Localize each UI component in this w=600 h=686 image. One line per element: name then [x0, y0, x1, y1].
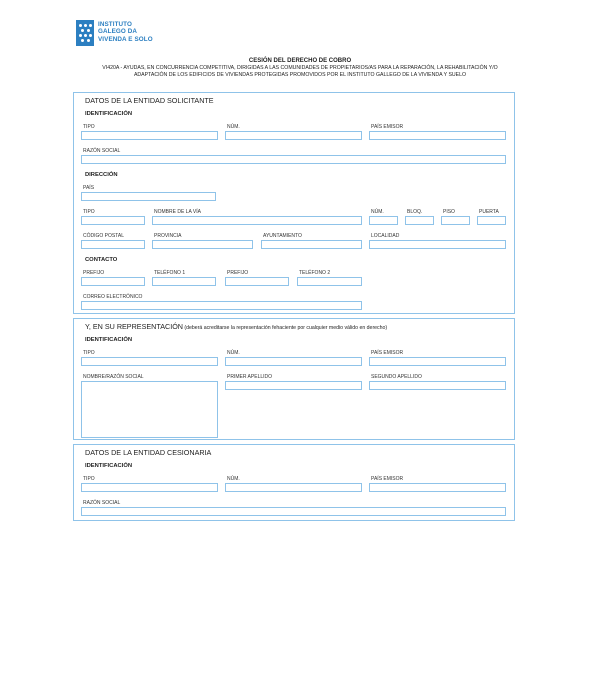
section-title — [85, 322, 387, 331]
subtitle-line-2: ADAPTACIÓN DE LOS EDIFICIOS DE VIVIENDAS PROTEGIDAS PROMOVIDOS POR EL INSTITUTO GALLEGO DE LA VIVIENDA Y SUELO — [133, 72, 467, 78]
nombre-via-field[interactable] — [152, 216, 362, 225]
nombre-label: NOMBRE/RAZÓN SOCIAL — [83, 374, 144, 380]
section-representacion — [73, 318, 515, 440]
prefijo-1-field[interactable] — [81, 277, 145, 286]
pais-label: PAÍS — [83, 185, 95, 191]
num-field[interactable] — [225, 357, 362, 366]
contacto-heading: CONTACTO — [85, 257, 118, 263]
via-tipo-field[interactable] — [81, 216, 145, 225]
num-label: NÚM. — [227, 350, 240, 356]
primer-apellido-field[interactable] — [225, 381, 362, 390]
ayuntamiento-field[interactable] — [261, 240, 362, 249]
razon-social-label: RAZÓN SOCIAL — [83, 148, 121, 154]
identificacion-heading: IDENTIFICACIÓN — [85, 463, 133, 469]
primer-apellido-label: PRIMER APELLIDO — [227, 374, 273, 380]
num-field[interactable] — [225, 131, 362, 140]
telefono-2-label: TELÉFONO 2 — [299, 270, 331, 276]
correo-label: CORREO ELECTRÓNICO — [83, 294, 143, 300]
razon-social-field[interactable] — [81, 507, 506, 516]
xunta-emblem-icon — [76, 20, 94, 46]
section-title: DATOS DE LA ENTIDAD CESIONARIA — [85, 448, 212, 457]
nombre-field[interactable] — [81, 381, 218, 438]
segundo-apellido-label: SEGUNDO APELLIDO — [371, 374, 422, 380]
codigo-postal-field[interactable] — [81, 240, 145, 249]
prefijo-2-field[interactable] — [225, 277, 289, 286]
codigo-postal-label: CÓDIGO POSTAL — [83, 233, 125, 239]
section-title-text: Y, EN SU REPRESENTACIÓN — [85, 322, 183, 331]
section-title: DATOS DE LA ENTIDAD SOLICITANTE — [85, 96, 214, 105]
tipo-field[interactable] — [81, 131, 218, 140]
representation-note: (deberá acreditarse la representación fehaciente por cualquier medio válido en derecho) — [182, 325, 388, 331]
pais-emisor-field[interactable] — [369, 131, 506, 140]
tipo-field[interactable] — [81, 357, 218, 366]
prefijo-1-label: PREFIJO — [83, 270, 105, 276]
logo-line-2: GALEGO DA — [98, 28, 138, 36]
prefijo-2-label: PREFIJO — [227, 270, 249, 276]
razon-social-label: RAZÓN SOCIAL — [83, 500, 121, 506]
subtitle-line-1: VI420A - AYUDAS, EN CONCURRENCIA COMPETITIVA, DIRIGIDAS A LAS COMUNIDADES DE PROPIETARIOS/AS PARA LA REPARACIÓN, LA REHABILITACIÓN Y/O — [102, 65, 498, 71]
localidad-field[interactable] — [369, 240, 506, 249]
telefono-1-field[interactable] — [152, 277, 216, 286]
segundo-apellido-field[interactable] — [369, 381, 506, 390]
dir-num-label: NÚM. — [371, 209, 384, 215]
pais-field[interactable] — [81, 192, 216, 201]
document-subtitle — [70, 65, 530, 79]
razon-social-field[interactable] — [81, 155, 506, 164]
nombre-via-label: NOMBRE DE LA VÍA — [154, 209, 201, 215]
piso-label: PISO — [443, 209, 455, 215]
direccion-heading: DIRECCIÓN — [85, 172, 118, 178]
via-tipo-label: TIPO — [83, 209, 95, 215]
igvs-logo — [76, 20, 176, 46]
identificacion-heading: IDENTIFICACIÓN — [85, 337, 133, 343]
logo-text — [98, 21, 153, 43]
provincia-field[interactable] — [152, 240, 253, 249]
localidad-label: LOCALIDAD — [371, 233, 400, 239]
pais-emisor-field[interactable] — [369, 357, 506, 366]
logo-line-3: VIVENDA E SOLO — [98, 35, 153, 43]
bloq-field[interactable] — [405, 216, 434, 225]
correo-field[interactable] — [81, 301, 362, 310]
tipo-label: TIPO — [83, 476, 95, 482]
piso-field[interactable] — [441, 216, 470, 225]
pais-emisor-label: PAÍS EMISOR — [371, 476, 404, 482]
tipo-label: TIPO — [83, 124, 95, 130]
document-title: CESIÓN DEL DERECHO DE COBRO — [248, 58, 352, 64]
telefono-2-field[interactable] — [297, 277, 362, 286]
ayuntamiento-label: AYUNTAMIENTO — [263, 233, 302, 239]
logo-line-1: INSTITUTO — [98, 21, 133, 28]
tipo-label: TIPO — [83, 350, 95, 356]
dir-num-field[interactable] — [369, 216, 398, 225]
telefono-1-label: TELÉFONO 1 — [154, 270, 186, 276]
pais-emisor-label: PAÍS EMISOR — [371, 124, 404, 130]
puerta-label: PUERTA — [479, 209, 499, 215]
provincia-label: PROVINCIA — [154, 233, 182, 239]
section-solicitante — [73, 92, 515, 314]
tipo-field[interactable] — [81, 483, 218, 492]
puerta-field[interactable] — [477, 216, 506, 225]
section-cesionaria — [73, 444, 515, 521]
pais-emisor-label: PAÍS EMISOR — [371, 350, 404, 356]
bloq-label: BLOQ. — [407, 209, 423, 215]
num-label: NÚM. — [227, 476, 240, 482]
num-label: NÚM. — [227, 124, 240, 130]
identificacion-heading: IDENTIFICACIÓN — [85, 111, 133, 117]
num-field[interactable] — [225, 483, 362, 492]
pais-emisor-field[interactable] — [369, 483, 506, 492]
